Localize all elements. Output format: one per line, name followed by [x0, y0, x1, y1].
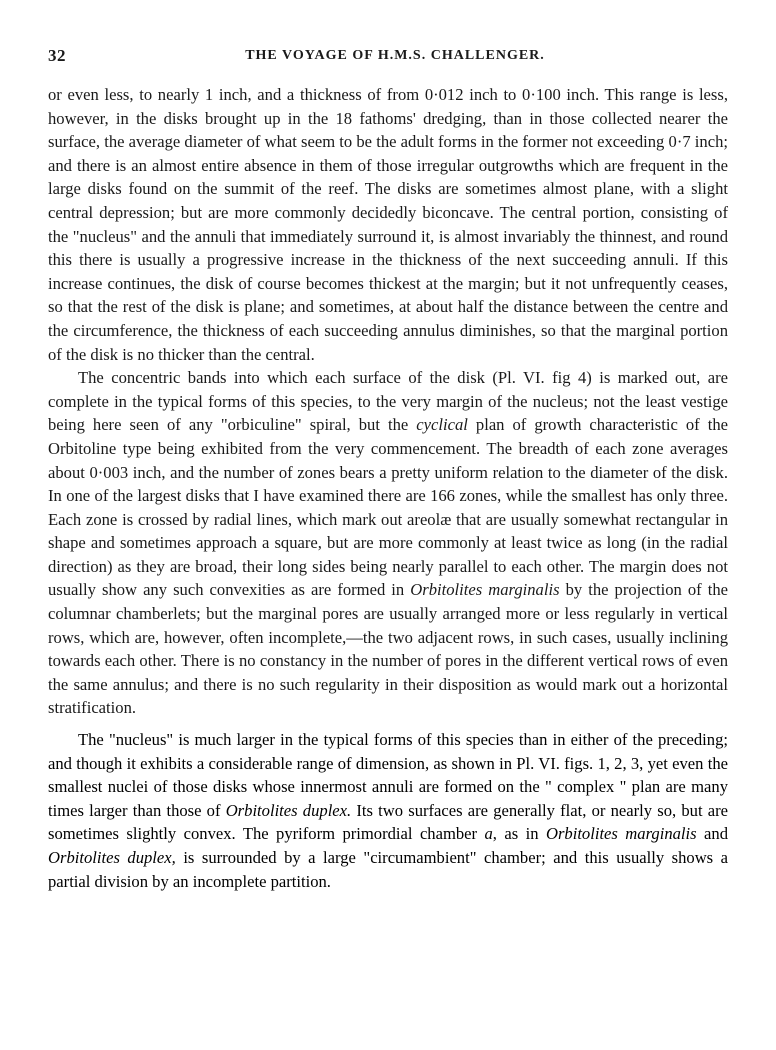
paragraph	[48, 83, 728, 366]
text-segment: The "nucleus" is much larger in the typical forms of this species than in either of the preceding; and though it exhibits a considerable range of dimension, as shown in Pl. VI. figs. 1, 2, 3, yet even the smallest nuclei of those disks whose innermost annuli are formed on the " complex " plan are many times larger than those of	[48, 730, 728, 820]
italic-term: Orbitolites duplex,	[48, 848, 176, 867]
paragraph	[48, 366, 728, 720]
running-head: THE VOYAGE OF H.M.S. CHALLENGER.	[245, 48, 545, 63]
text-segment: Its two surfaces are generally flat, or nearly so, but are sometimes slightly convex. The pyriform primordial chamber	[48, 800, 728, 844]
text-segment: by the projection of the columnar chamberlets; but the marginal pores are usually arranged more or less regularly in vertical rows, which are, however, often incomplete,—the two adjacent rows, in such cases, usually inclining towards each other. There is no constancy in the number of pores in the different vertical rows of even the same annulus; and there is no such regularity in their disposition as would mark out a horizontal stratification.	[48, 580, 729, 718]
italic-term: Orbitolites marginalis	[545, 824, 697, 844]
text-segment: The concentric bands into which each surface of the disk (Pl. VI. fig 4) is marked out, are complete in the typical forms of this species, to the very margin of the nucleus; not the least vestige being here seen of any "orbiculine" spiral, but the	[48, 368, 728, 435]
text-segment: , as in	[492, 824, 546, 844]
italic-term: cyclical	[416, 415, 468, 435]
text-segment: plan of growth characteristic of the Orbitoline type being exhibited from the very commencement. The breadth of each zone averages about 0·003 inch, and the number of zones bears a pretty uniform relation to the diameter of the disk. In one of the largest disks that I have examined there are 166 zones, while the smallest has only three. Each zone is crossed by radial lines, which mark out areolæ that are usually somewhat rectangular in shape and sometimes approach a square, but are more commonly at least twice as long (in the radial direction) as they are broad, their long sides being nearly parallel to each other. The margin does not usually show any such convexities as are formed in	[48, 415, 728, 600]
text-segment: and	[696, 824, 728, 844]
italic-term: Orbitolites duplex.	[225, 800, 352, 820]
page-number: 32	[48, 46, 66, 65]
italic-term: Orbitolites marginalis	[410, 580, 560, 600]
page-header	[48, 46, 728, 70]
text-segment: or even less, to nearly 1 inch, and a thickness of from 0·012 inch to 0·100 inch. This range is less, however, in the disks brought up in the 18 fathoms' dredging, than in those collected nearer the surface, the average diameter of what seem to be the adult forms in the former not exceeding 0·7 inch; and there is an almost entire absence in them of those irregular outgrowths which are frequent in the large disks found on the summit of the reef. The disks are sometimes almost plane, with a slight central depression; but are more commonly decidedly biconcave. The central portion, consisting of the "nucleus" and the annuli that immediately surround it, is almost invariably the thinnest, and round this there is usually a progressive increase in the thickness of the next succeeding annuli. If this increase continues, the disk of course becomes thickest at the margin; but it not unfrequently ceases, so that the rest of the disk is plane; and sometimes, at about half the distance between the centre and the circumference, the thickness of each succeeding annulus diminishes, so that the marginal portion of the disk is no thicker than the central.	[48, 85, 728, 364]
text-segment: is surrounded by a large "circumambient" chamber; and this usually shows a partial division by an incomplete partition.	[48, 848, 729, 891]
body-text	[48, 83, 728, 893]
paragraph	[48, 728, 728, 893]
italic-term: a	[484, 824, 493, 844]
